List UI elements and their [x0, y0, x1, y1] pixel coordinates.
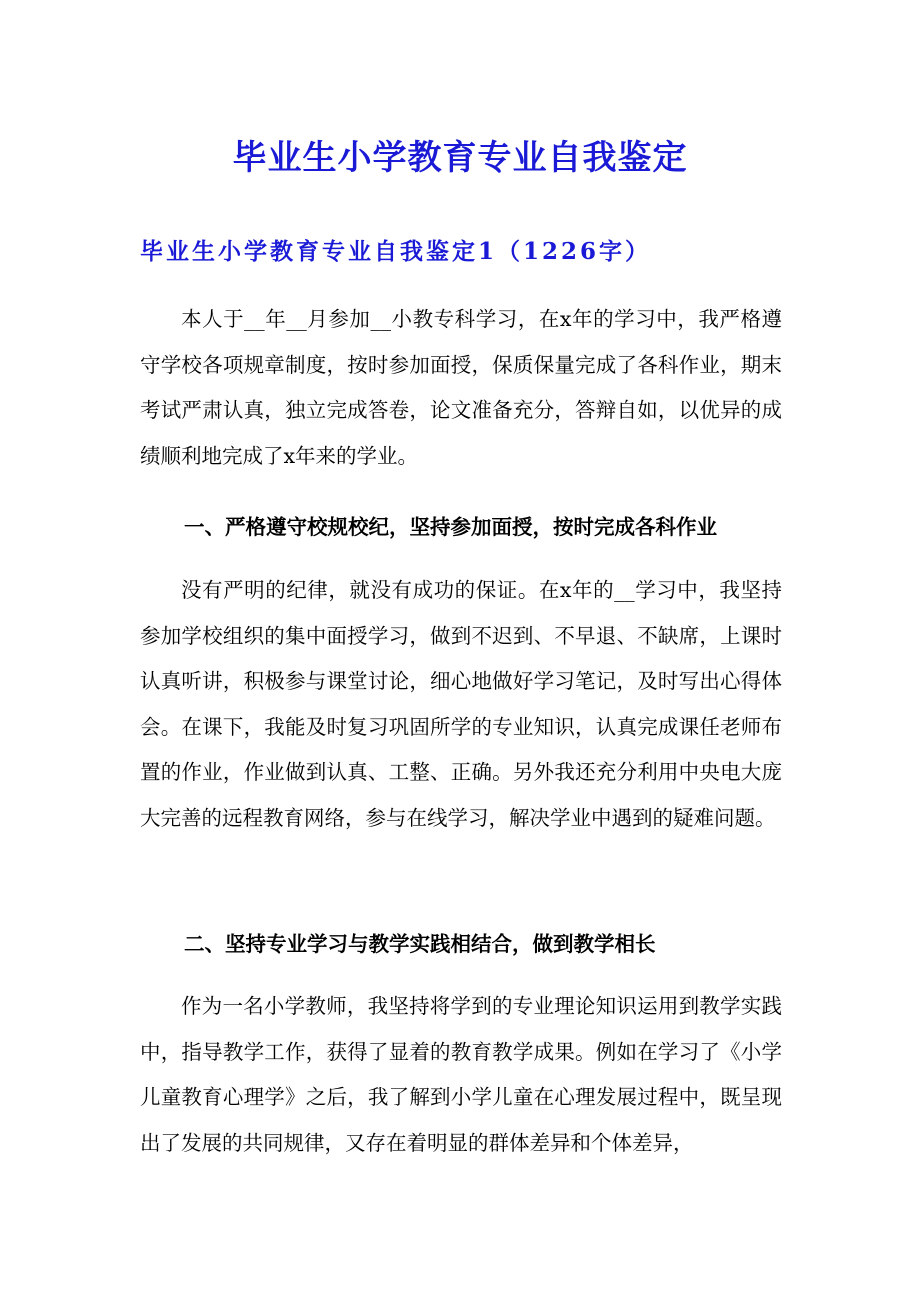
paragraph-practice: 作为一名小学教师，我坚持将学到的专业理论知识运用到教学实践中，指导教学工作，获得了显着的教育教学成果。例如在学习了《小学儿童教育心理学》之后，我了解到小学儿童在心理发展过程中，既呈现出了发展的共同规律，又存在着明显的群体差异和个体差异，: [140, 994, 782, 1155]
subheading-practice: 二、坚持专业学习与教学实践相结合，做到教学相长: [184, 932, 656, 956]
paragraph-discipline: 没有严明的纪律，就没有成功的保证。在x年的__学习中，我坚持参加学校组织的集中面授学习，做到不迟到、不早退、不缺席，上课时认真听讲，积极参与课堂讨论，细心地做好学习笔记，及时写出心得体会。在课下，我能及时复习巩固所学的专业知识，认真完成课任老师布置的作业，作业做到认真、工整、正确。另外我还充分利用中央电大庞大完善的远程教育网络，参与在线学习，解决学业中遇到的疑难问题。: [140, 578, 782, 830]
document-title: 毕业生小学教育专业自我鉴定: [232, 138, 688, 178]
paragraph-intro: 本人于__年__月参加__小教专科学习，在x年的学习中，我严格遵守学校各项规章制度，按时参加面授，保质保量完成了各科作业，期末考试严肃认真，独立完成答卷，论文准备充分，答辩自如，以优异的成绩顺利地完成了x年来的学业。: [140, 307, 782, 468]
subheading-discipline: 一、严格遵守校规校纪，坚持参加面授，按时完成各科作业: [184, 515, 717, 539]
section-heading: 毕业生小学教育专业自我鉴定1（1226字）: [140, 238, 652, 265]
